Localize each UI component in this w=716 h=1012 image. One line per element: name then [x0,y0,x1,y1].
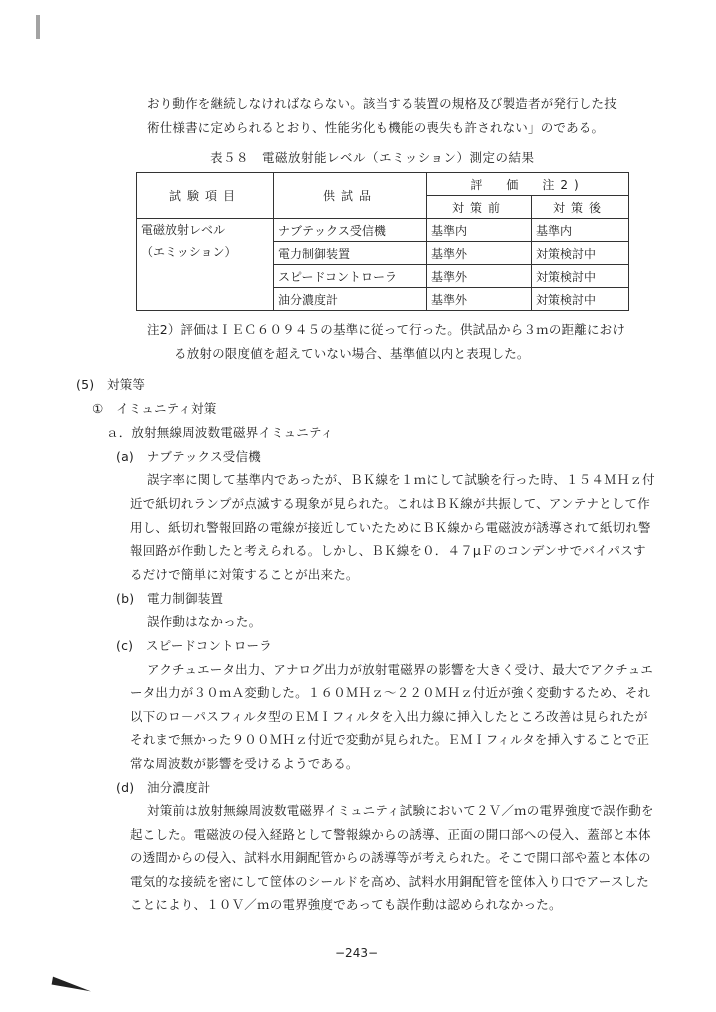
subsection-heading-a: ａ．放射無線周波数電磁界イミュニティ [106,425,334,440]
item-line-2: （エミッション） [141,245,237,259]
paragraph-a-line-4: 報回路が作動したと考えられる。しかし、ＢＫ線を０．４７μＦのコンデンサでバイパスす [130,543,646,558]
item-heading-c: (c) スピードコントローラ [116,638,272,653]
paragraph-d-line-4: 電気的な接続を密にして筐体のシールドを高め、試料水用銅配管を筐体入り口でアースした [130,874,649,889]
paragraph-a-line-2: 近で紙切れランプが点滅する現象が見られた。これはＢＫ線が共振して、アンテナとして作 [130,496,650,511]
header-item: 試験項目 [137,173,274,219]
sample-cell: 油分濃度計 [274,288,427,311]
paragraph-c-line-3: 以下のロ－パスフィルタ型のＥＭＩフィルタを入出力線に挿入したところ改善は見られたが [130,709,648,724]
intro-line-2: 術仕様書に定められるとおり、性能劣化も機能の喪失も許されない」のである。 [147,120,605,135]
paragraph-d-line-5: ことにより、１０Ｖ／ｍの電界強度であっても誤作動は認められなかった。 [130,897,562,912]
paragraph-c-line-4: それまで無かった９００ＭＨｚ付近で変動が見られた。ＥＭＩフィルタを挿入することで正 [130,732,650,747]
paragraph-c-line-5: 常な周波数が影響を受けるようである。 [130,756,359,771]
page-number: −243− [335,946,379,960]
paragraph-d-line-3: の透間からの侵入、試料水用銅配管からの誘導等が考えられた。そこで開口部や蓋と本体の [130,850,651,865]
header-after: 対策後 [532,196,629,219]
paragraph-d-line-1: 対策前は放射無線周波数電磁界イミュニティ試験において２Ｖ／ｍの電界強度で誤作動を [147,803,654,818]
item-line-1: 電磁放射レベル [141,223,226,237]
before-cell: 基準外 [427,265,532,288]
sample-cell: 電力制御装置 [274,242,427,265]
item-heading-b: (b) 電力制御装置 [116,591,224,606]
paragraph-c-line-2: ータ出力が３０ｍＡ変動した。１６０ＭＨｚ～２２０ＭＨｚ付近が強く変動するため、それ [130,685,651,700]
table-row [137,219,629,242]
header-eval: 評 価 注2) [427,173,629,196]
item-cell [137,219,274,311]
subsection-heading-1: ① イミュニティ対策 [92,401,217,416]
item-heading-d: (d) 油分濃度計 [116,780,211,795]
sample-cell: スピードコントローラ [274,265,427,288]
after-cell: 基準内 [532,219,629,242]
after-cell: 対策検討中 [532,288,629,311]
before-cell: 基準外 [427,242,532,265]
header-sample: 供試品 [274,173,427,219]
after-cell: 対策検討中 [532,265,629,288]
paragraph-c-line-1: アクチュエータ出力、アナログ出力が放射電磁界の影響を大きく受け、最大でアクチュエ [147,662,654,677]
section-heading-5: (5) 対策等 [76,377,146,392]
after-cell: 対策検討中 [532,242,629,265]
table-note-line-1: 注2）評価はＩＥＣ６０９４５の基準に従って行った。供試品から３ｍの距離におけ [147,322,626,337]
header-before: 対策前 [427,196,532,219]
table-caption: 表５８ 電磁放射能レベル（エミッション）測定の結果 [210,150,535,165]
item-heading-a: (a) ナブテックス受信機 [116,449,261,464]
table-note-line-2: る放射の限度値を超えていない場合、基準値以内と表現した。 [174,346,530,361]
paragraph-b-line-1: 誤作動はなかった。 [147,614,262,629]
paragraph-a-line-3: 用し、紙切れ警報回路の電線が接近していたためにＢＫ線から電磁波が誘導されて紙切れ警 [130,520,651,535]
paragraph-a-line-5: るだけで簡単に対策することが出来た。 [130,567,359,582]
paragraph-d-line-2: 起こした。電磁波の侵入経路として警報線からの誘導、正面の開口部への侵入、蓋部と本体 [130,827,651,842]
paragraph-a-line-1: 誤字率に関して基準内であったが、ＢＫ線を１ｍにして試験を行った時、１５４ＭＨｚ付 [147,472,655,487]
scan-mark [36,15,40,39]
before-cell: 基準内 [427,219,532,242]
intro-line-1: おり動作を継続しなければならない。該当する装置の規格及び製造者が発行した技 [147,96,617,111]
sample-cell: ナブテックス受信機 [274,219,427,242]
results-table [136,172,629,311]
scan-arrow-mark [52,977,93,992]
before-cell: 基準外 [427,288,532,311]
